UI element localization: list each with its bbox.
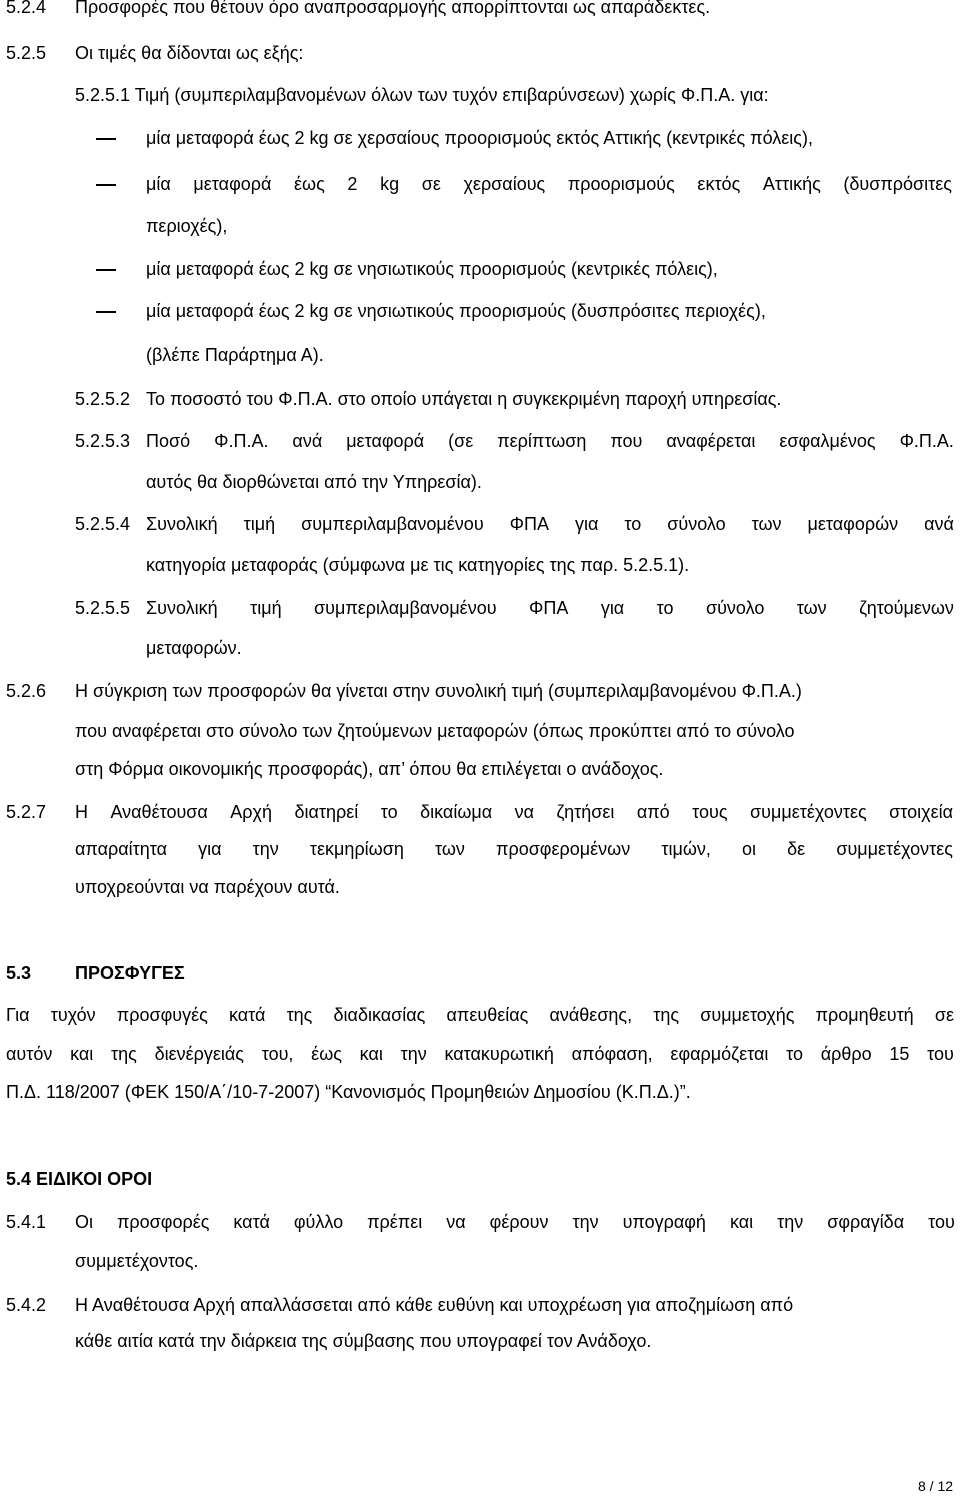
list-item-continuation: περιοχές), — [146, 216, 228, 236]
clause-text: Προσφορές που θέτουν όρο αναπροσαρμογής απορρίπτονται ως απαράδεκτες. — [75, 0, 711, 17]
clause-number: 5.2.7 — [6, 802, 47, 822]
list-item: μία μεταφορά έως 2 kg σε χερσαίους προορισμούς εκτός Αττικής (δυσπρόσιτες — [146, 174, 952, 194]
page-number: 8 / 12 — [918, 1478, 954, 1494]
clause-number: 5.4.2 — [6, 1295, 47, 1315]
dash-bullet-icon — [96, 269, 116, 271]
clause-number: 5.2.6 — [6, 681, 47, 701]
dash-bullet-icon — [96, 311, 116, 313]
clause-text: Η Αναθέτουσα Αρχή διατηρεί το δικαίωμα να ζητήσει από τους συμμετέχοντες στοιχεία — [75, 802, 953, 822]
dash-bullet-icon — [96, 184, 116, 186]
dash-bullet-icon — [96, 138, 116, 140]
clause-text-continuation: στη Φόρμα οικονομικής προσφοράς), απ’ όπου θα επιλέγεται ο ανάδοχος. — [75, 759, 664, 779]
clause-text: Οι τιμές θα δίδονται ως εξής: — [75, 43, 304, 63]
list-item: μία μεταφορά έως 2 kg σε χερσαίους προορισμούς εκτός Αττικής (κεντρικές πόλεις), — [146, 128, 813, 148]
clause-text: Το ποσοστό του Φ.Π.Α. στο οποίο υπάγεται η συγκεκριμένη παροχή υπηρεσίας. — [146, 389, 782, 409]
clause-text: Συνολική τιμή συμπεριλαμβανομένου ΦΠΑ για το σύνολο των μεταφορών ανά — [146, 514, 954, 534]
clause-text: Η σύγκριση των προσφορών θα γίνεται στην συνολική τιμή (συμπεριλαμβανομένου Φ.Π.Α.) — [75, 681, 802, 701]
clause-text: Η Αναθέτουσα Αρχή απαλλάσσεται από κάθε ευθύνη και υποχρέωση για αποζημίωση από — [75, 1295, 794, 1315]
clause-text: Ποσό Φ.Π.Α. ανά μεταφορά (σε περίπτωση που αναφέρεται εσφαλμένος Φ.Π.Α. — [146, 431, 954, 451]
clause-text: 5.2.5.1 Τιμή (συμπεριλαμβανομένων όλων των τυχόν επιβαρύνσεων) χωρίς Φ.Π.Α. για: — [75, 85, 769, 105]
clause-text: Οι προσφορές κατά φύλλο πρέπει να φέρουν την υπογραφή και την σφραγίδα του — [75, 1212, 955, 1232]
clause-number: 5.2.5.2 — [75, 389, 131, 409]
paragraph-line: αυτόν και της διενέργειάς του, έως και την κατακυρωτική απόφαση, εφαρμόζεται το άρθρο 15 του — [6, 1044, 954, 1064]
clause-text-continuation: υποχρεούνται να παρέχουν αυτά. — [75, 877, 340, 897]
list-item: μία μεταφορά έως 2 kg σε νησιωτικούς προορισμούς (δυσπρόσιτες περιοχές), — [146, 301, 766, 321]
clause-text-continuation: κάθε αιτία κατά την διάρκεια της σύμβασης που υπογραφεί τον Ανάδοχο. — [75, 1331, 652, 1351]
clause-number: 5.2.5 — [6, 43, 47, 63]
section-heading: ΠΡΟΣΦΥΓΕΣ — [75, 963, 185, 983]
clause-text-continuation: συμμετέχοντος. — [75, 1251, 199, 1271]
paragraph-line: Για τυχόν προσφυγές κατά της διαδικασίας απευθείας ανάθεσης, της συμμετοχής προμηθευτή σε — [6, 1005, 954, 1025]
clause-number: 5.2.5.5 — [75, 598, 131, 618]
clause-text-continuation: που αναφέρεται στο σύνολο των ζητούμενων μεταφορών (όπως προκύπτει από το σύνολο — [75, 721, 795, 741]
clause-text-continuation: απαραίτητα για την τεκμηρίωση των προσφερομένων τιμών, οι δε συμμετέχοντες — [75, 839, 953, 859]
section-heading: 5.4 ΕΙΔΙΚΟΙ ΟΡΟΙ — [6, 1169, 153, 1189]
section-number: 5.3 — [6, 963, 32, 983]
clause-text: Συνολική τιμή συμπεριλαμβανομένου ΦΠΑ για το σύνολο των ζητούμενων — [146, 598, 954, 618]
clause-number: 5.2.5.4 — [75, 514, 131, 534]
clause-text-continuation: κατηγορία μεταφοράς (σύμφωνα με τις κατηγορίες της παρ. 5.2.5.1). — [146, 555, 690, 575]
clause-text-continuation: αυτός θα διορθώνεται από την Υπηρεσία). — [146, 472, 482, 492]
clause-text-continuation: μεταφορών. — [146, 638, 242, 658]
paragraph-line: Π.Δ. 118/2007 (ΦΕΚ 150/Α΄/10-7-2007) “Κανονισμός Προμηθειών Δημοσίου (Κ.Π.Δ.)”. — [6, 1082, 691, 1102]
list-item: μία μεταφορά έως 2 kg σε νησιωτικούς προορισμούς (κεντρικές πόλεις), — [146, 259, 718, 279]
clause-number: 5.2.4 — [6, 0, 47, 17]
clause-number: 5.4.1 — [6, 1212, 47, 1232]
annex-reference: (βλέπε Παράρτημα Α). — [146, 345, 324, 365]
clause-number: 5.2.5.3 — [75, 431, 131, 451]
